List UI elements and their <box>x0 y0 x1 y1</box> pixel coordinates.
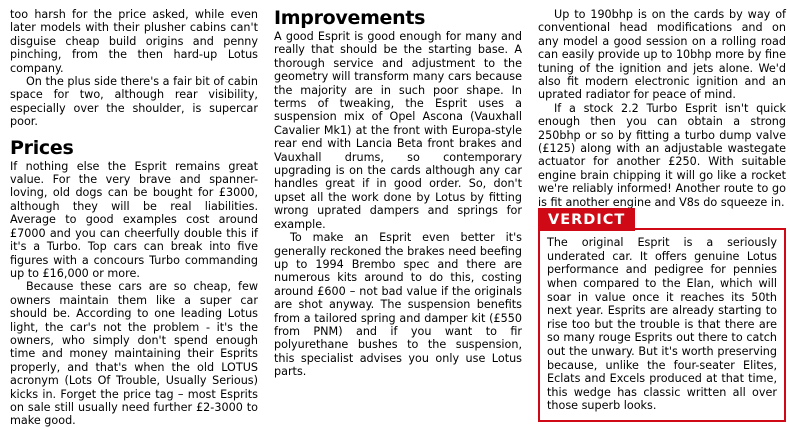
verdict-box <box>538 212 786 422</box>
paragraph: If a stock 2.2 Turbo Esprit isn't quick enough then you can obtain a strong 250bhp or so by fitting a turbo dump valve (£125) along with an adjustable wastegate actuator for another £250. With suitable engine brain chipping it will go like a rocket we're reliably informed! Another route to go is fit another engine and V8s do squeeze in. <box>538 101 786 209</box>
column-right <box>538 8 786 424</box>
paragraph: On the plus side there's a fair bit of cabin space for two, although rear visibility, especially over the shoulder, is supercar poor. <box>10 75 258 129</box>
column-middle <box>274 8 522 424</box>
article-columns <box>10 7 786 428</box>
verdict-wrapper <box>538 212 786 422</box>
column-left <box>10 8 258 428</box>
paragraph: To make an Esprit even better it's generally reckoned the brakes need beefing up to 1994 Brembo spec and there are numerous kits around to do this, costing around £600 – not bad value if the originals are shot anyway. The suspension benefits from a tailored spring and damper kit (£550 from PNM) and if you want to fir polyurethane bushes to the suspension, this specialist advises you only use Lotus parts. <box>274 231 522 379</box>
verdict-label: VERDICT <box>538 208 635 231</box>
section-heading-prices: Prices <box>10 136 74 159</box>
paragraph: If nothing else the Esprit remains great value. For the very brave and spanner-loving, old dogs can be bought for £3000, although they will be real liabilities. Average to good examples cost around £7000 and you can cheerfully double this if it's a Turbo. Top cars can break into five figures with a concours Turbo commanding up to £16,000 or more. <box>10 159 258 280</box>
paragraph: Because these cars are so cheap, few owners maintain them like a super car should be. According to one leading Lotus light, the car's not the problem - it's the owners, who simply don't spend enough time and money maintaining their Esprits properly, and that's when the old LOTUS acronym (Lots Of Trouble, Usually Serious) kicks in. Forget the price tag – most Esprits on sale still usually need further £2-3000 to make good. <box>10 280 258 428</box>
verdict-text: The original Esprit is a seriously underated car. It offers genuine Lotus performance and pedigree for pennies when compared to the Elan, which will soar in value once it reaches its 50th next year. Esprits are already starting to rise too but the trouble is that there are so many rouge Esprits out there to catch out the unwary. But it's worth preserving because, unlike the four-seater Elites, Eclats and Excels produced at that time, this wedge has classic written all over those superb looks. <box>547 236 777 413</box>
verdict-body <box>540 230 784 420</box>
paragraph: A good Esprit is good enough for many and really that should be the starting base. A thorough service and adjustment to the geometry will transform many cars because the majority are in such poor shape. In terms of tweaking, the Esprit uses a suspension mix of Opel Ascona (Vauxhall Cavalier Mk1) at the front with Europa-style rear end with Lancia Beta front brakes and Vauxhall drums, so contemporary upgrading is on the cards although any car handles great if in good order. So, don't upset all the work done by Lotus by fitting wrong uprated dampers and springs for example. <box>274 30 522 231</box>
paragraph: Up to 190bhp is on the cards by way of conventional head modifications and on any model a good session on a rolling road can easily provide up to 10bhp more by fine tuning of the ignition and jets alone. We'd also fit modern electronic ignition and an uprated radiator for peace of mind. <box>538 8 786 102</box>
section-heading-improvements: Improvements <box>274 7 426 29</box>
paragraph: too harsh for the price asked, while even later models with their plusher cabins can't disguise cheap build origins and penny pinching, from the then hard-up Lotus company. <box>10 8 258 75</box>
